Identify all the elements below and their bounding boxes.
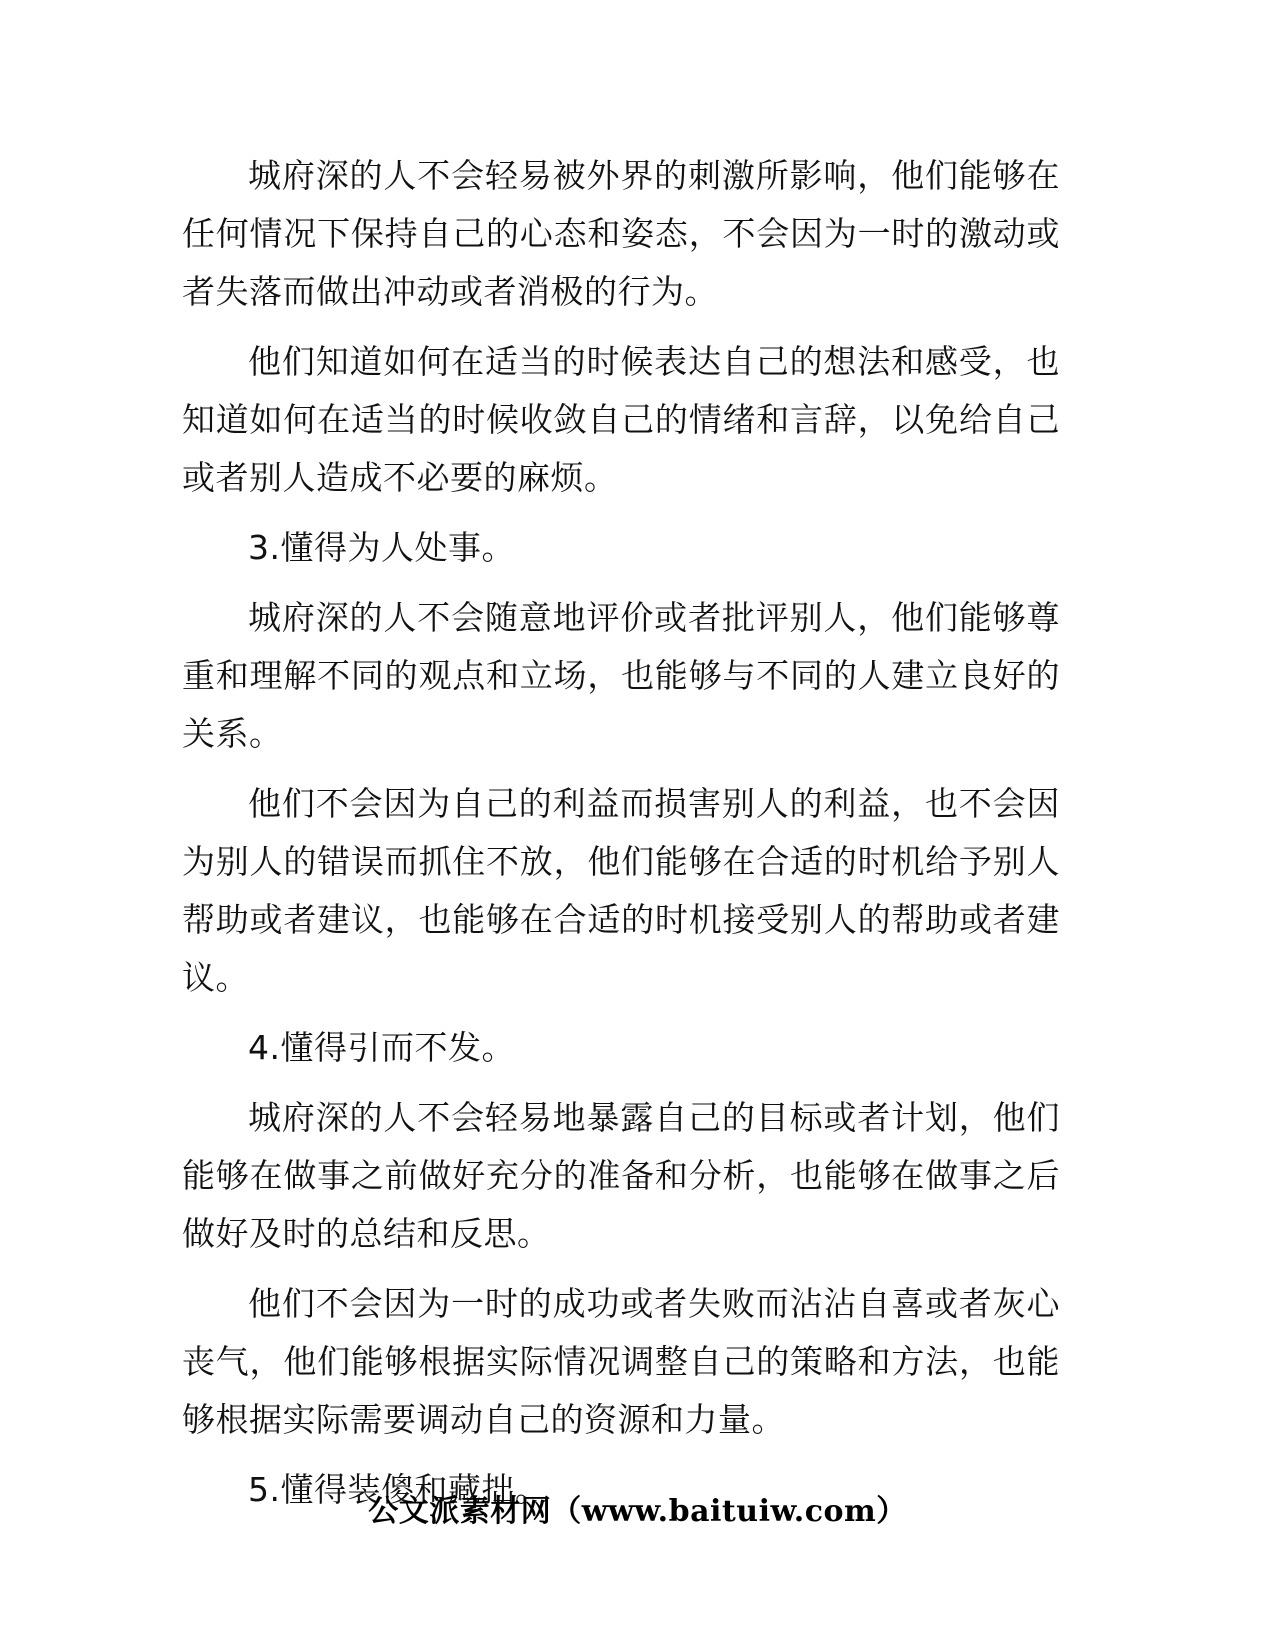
paragraph-1: 城府深的人不会轻易被外界的刺激所影响，他们能够在任何情况下保持自己的心态和姿态，不会因为一时的激动或者失落而做出冲动或者消极的行为。 [182, 156, 1060, 311]
section-heading-3: 3.懂得为人处事。 [248, 528, 515, 567]
paragraph-3: 城府深的人不会随意地评价或者批评别人，他们能够尊重和理解不同的观点和立场，也能够与不同的人建立良好的关系。 [182, 598, 1060, 753]
paragraph-6: 他们不会因为一时的成功或者失败而沾沾自喜或者灰心丧气，他们能够根据实际情况调整自己的策略和方法，也能够根据实际需要调动自己的资源和力量。 [182, 1284, 1060, 1439]
section-heading-4: 4.懂得引而不发。 [248, 1028, 515, 1067]
section-heading-5: 5.懂得装傻和藏拙。 [248, 1470, 549, 1509]
page-footer: 公文派素材网（www.baituiw.com） [368, 1494, 907, 1529]
paragraph-4: 他们不会因为自己的利益而损害别人的利益，也不会因为别人的错误而抓住不放，他们能够在合适的时机给予别人帮助或者建议，也能够在合适的时机接受别人的帮助或者建议。 [182, 784, 1060, 997]
paragraph-2: 他们知道如何在适当的时候表达自己的想法和感受，也知道如何在适当的时候收敛自己的情绪和言辞，以免给自己或者别人造成不必要的麻烦。 [182, 342, 1060, 497]
paragraph-5: 城府深的人不会轻易地暴露自己的目标或者计划，他们能够在做事之前做好充分的准备和分析，也能够在做事之后做好及时的总结和反思。 [182, 1098, 1060, 1253]
document-body [182, 147, 1060, 1531]
